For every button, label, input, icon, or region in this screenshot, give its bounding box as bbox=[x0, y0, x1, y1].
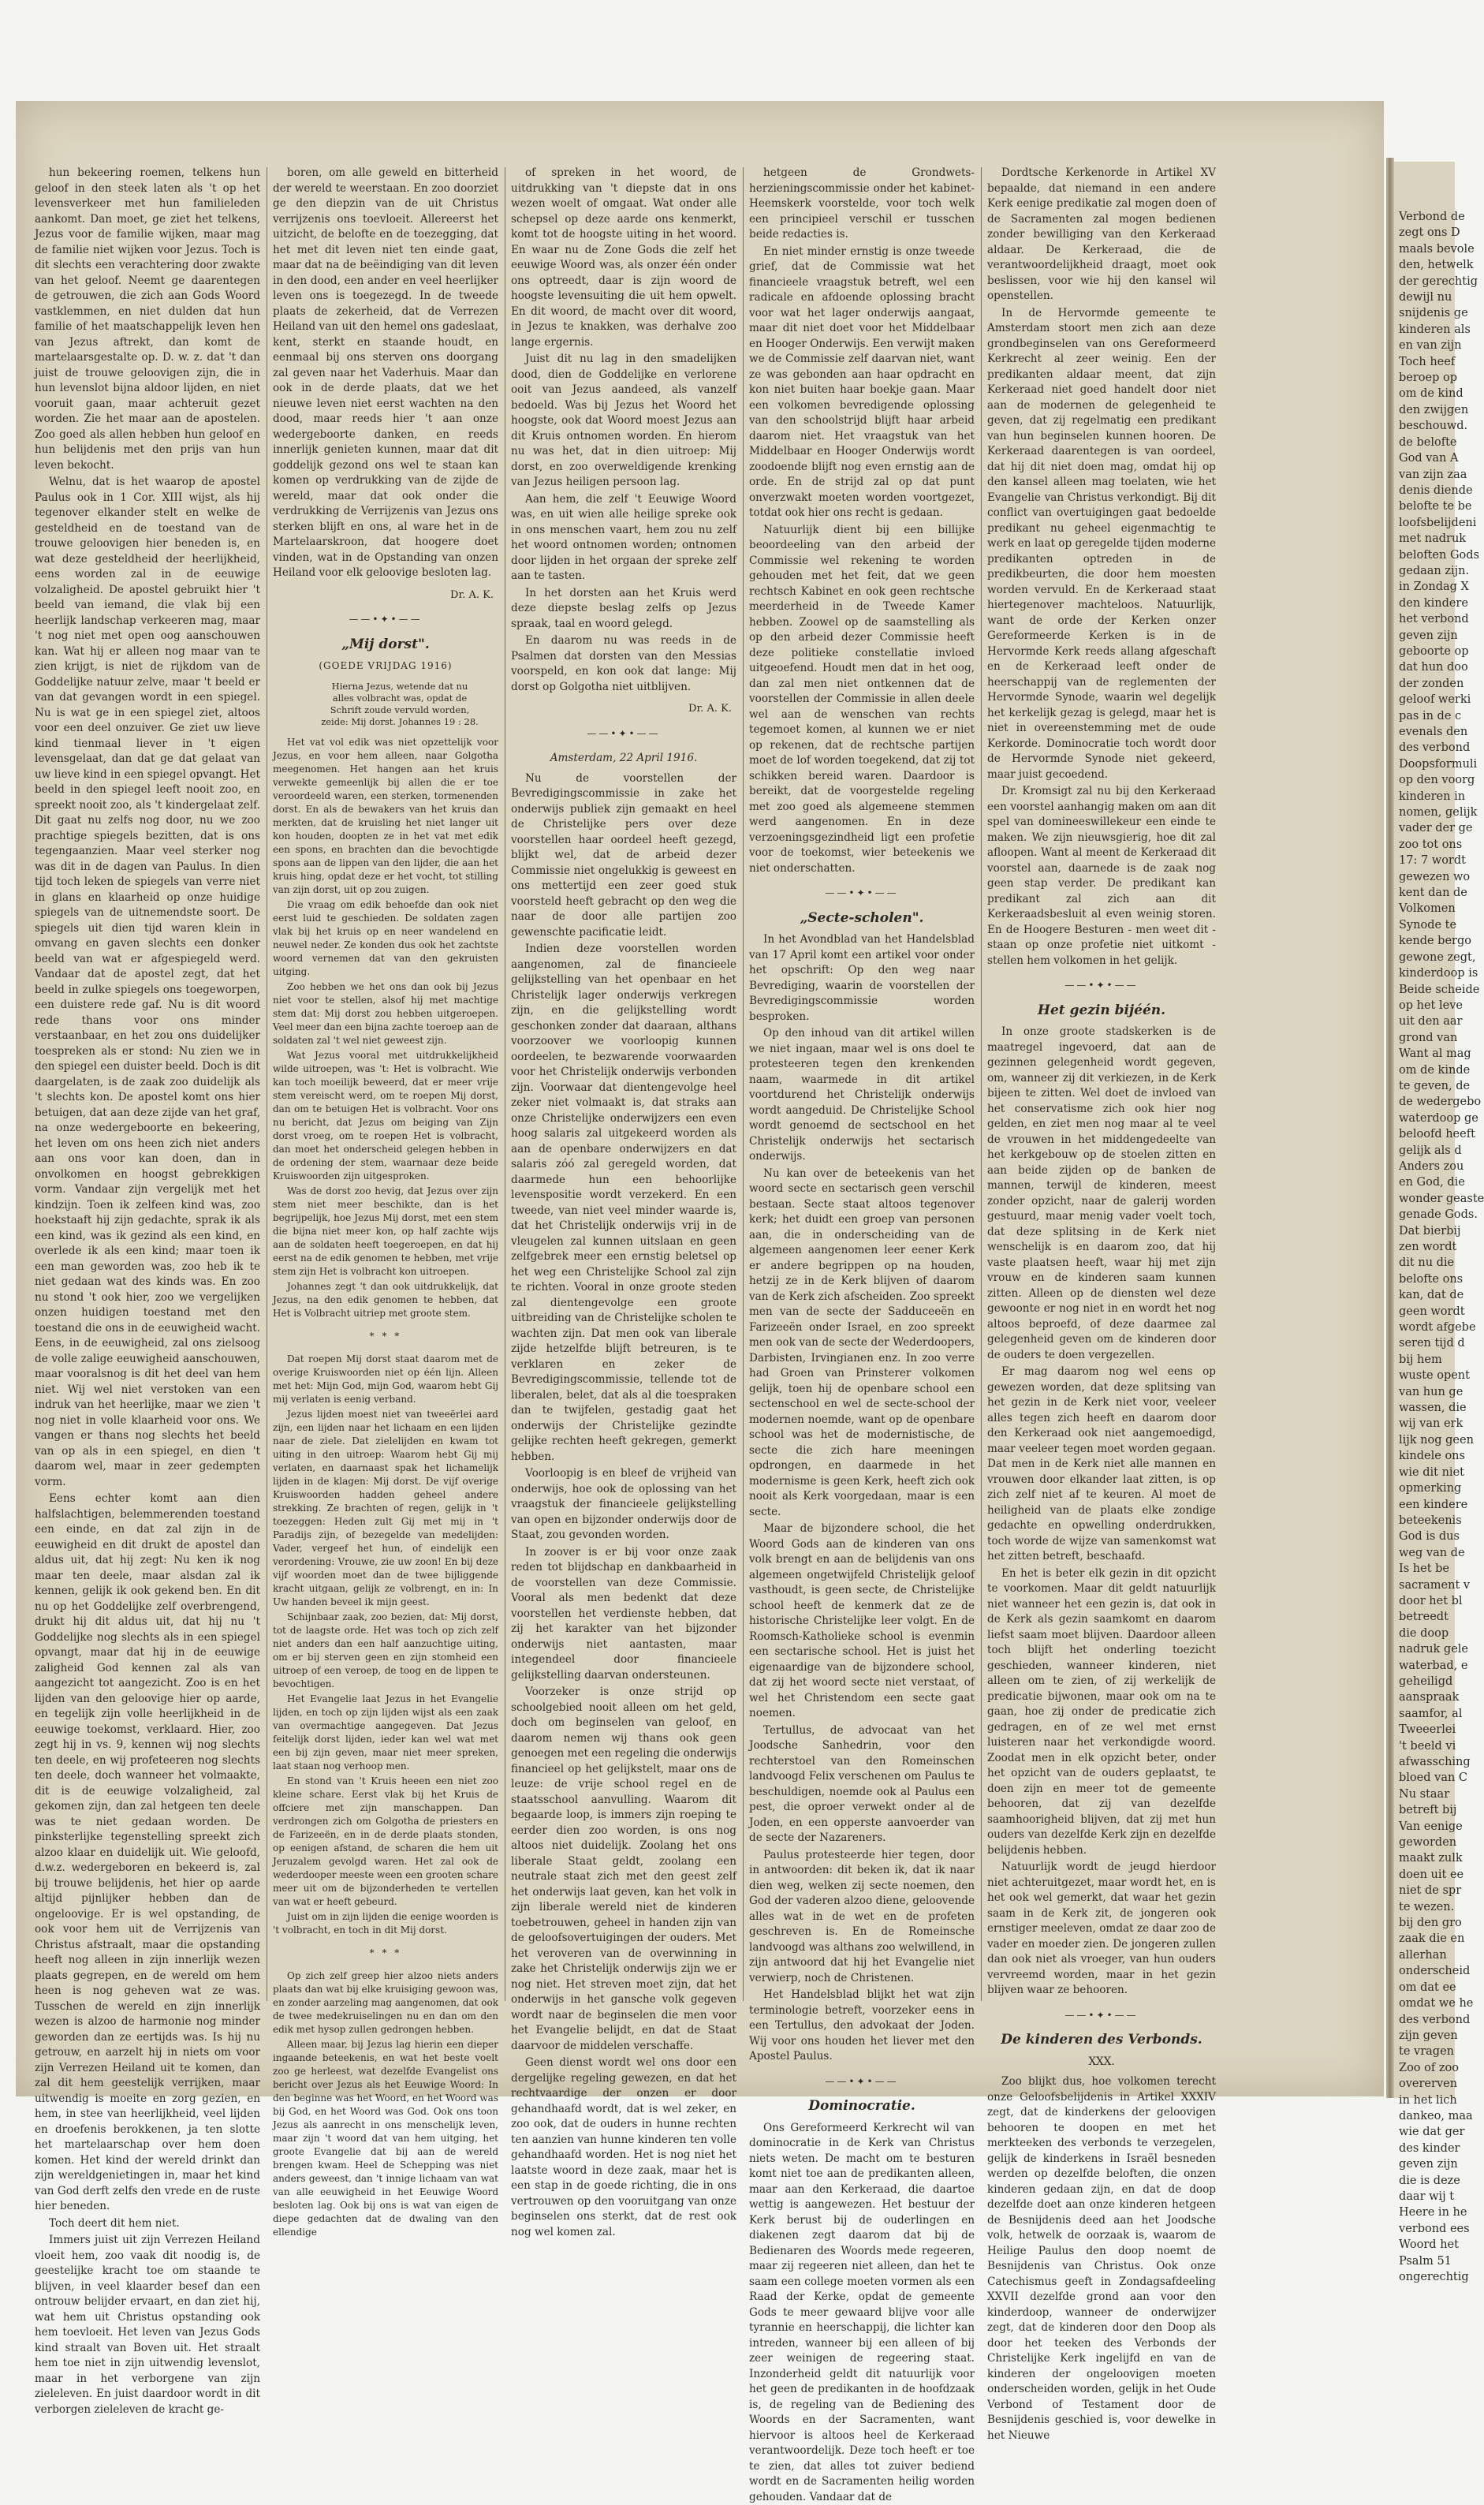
adjacent-page-line: ongerechtig bbox=[1399, 2269, 1452, 2285]
adjacent-page-line: wie dat ger bbox=[1399, 2124, 1452, 2140]
article-subtitle: (GOEDE VRIJDAG 1916) bbox=[273, 659, 498, 674]
adjacent-page-line: kende bergo bbox=[1399, 933, 1452, 949]
paragraph: hun bekeering roemen, telkens hun geloof in den steek laten als 't op het levensverkeer met hun familieleden aankomt. Dan moet, ge ziet het telkens, Jezus voor de familie wijken, maar mag de familie niet wijken voor Jezus. Toch is dit slechts een verachtering door zwakte van het geloof. Neemt ge daarentegen de getrouwen, die zich aan Gods Woord vastklemmen, en niet dulden dat hun familie of het maatschappelijk leven hen van Jezus aftrekt, dan komt de martelaarsgestalte op. D. w. z. dat 't dan juist de trouwe geloovigen zijn, die in hun levenslot bijna aldoor lijden, en niet vooruit gaan, maar achteruit gezet worden. Zie het maar aan de apostelen. Zoo goed als allen hebben hun geloof en hun belijdenis met den prijs van hun leven bekocht. bbox=[35, 166, 260, 473]
paragraph: Nu kan over de beteekenis van het woord secte en sectarisch geen verschil bestaan. Secte staat altoos tegenover kerk; het duidt een groep van personen aan, die in onderscheiding van de algemeen aangenomen leer eener Kerk er andere begrippen op na houden, hetzij ze in de Kerk blijven of daarom van de Kerk zich afscheiden. Zoo spreekt men van de secte der Sadduceeën en Farizeeën onder Israel, en zoo spreekt men ook van de secte der Wederdoopers, Darbisten, Irvingianen enz. In zoo verre had Groen van Prinsterer volkomen gelijk, toen hij de openbare school een sectenschool en wel de secte-school der modernen noemde, want op de openbare school was het de modernistische, de secte die zich hare meeningen opdrongen, en daarmede in het modernisme is geen Kerk, heeft zich ook nooit als Kerk voorgedaan, maar is een secte. bbox=[749, 1167, 975, 1521]
adjacent-page-line: kinderen als bbox=[1399, 322, 1452, 338]
paragraph: In zoover is er bij voor onze zaak reden tot blijdschap en dankbaarheid in de voorstellen van deze Commissie. Vooral als men bedenkt dat deze voorstellen het verdienste hebben, dat zij het karakter van het bijzonder onderwijs niet aantasten, maar integendeel door financieele gelijkstelling daarvan ondersteunen. bbox=[511, 1545, 736, 1684]
adjacent-page-line: zoo tot ons bbox=[1399, 837, 1452, 853]
paragraph: Tertullus, de advocaat van het Joodsche Sanhedrin, voor den rechterstoel van den Romeinschen landvoogd Felix verschenen om Paulus te beschuldigen, noemde ook al Paulus een pest, die oproer verwekt onder al de Joden, en een opperste aanvoerder van de secte der Nazareners. bbox=[749, 1723, 975, 1846]
adjacent-page-line: des kinder bbox=[1399, 2141, 1452, 2156]
adjacent-page-line: wonder geaste bbox=[1399, 1191, 1452, 1207]
adjacent-page-line: Van eenige bbox=[1399, 1819, 1452, 1835]
adjacent-page-line: weg van de bbox=[1399, 1545, 1452, 1561]
adjacent-page-line: wassen, die bbox=[1399, 1400, 1452, 1416]
paragraph: In het dorsten aan het Kruis werd deze diepste beslag zelfs op Jezus spraak, taal en woord gelegd. bbox=[511, 586, 736, 633]
adjacent-page-line: Volkomen bbox=[1399, 901, 1452, 917]
adjacent-page-line: van hun ge bbox=[1399, 1384, 1452, 1400]
adjacent-page-line: in Zondag X bbox=[1399, 579, 1452, 595]
adjacent-page-line: die is deze bbox=[1399, 2173, 1452, 2189]
dateline: Amsterdam, 22 April 1916. bbox=[511, 751, 736, 767]
adjacent-page-line: vader der ge bbox=[1399, 820, 1452, 836]
adjacent-page-line: nadruk gele bbox=[1399, 1641, 1452, 1657]
adjacent-page-line: grond van bbox=[1399, 1030, 1452, 1046]
article-title: Het gezin bijéén. bbox=[987, 1003, 1216, 1019]
adjacent-page-line: den zwijgen bbox=[1399, 402, 1452, 418]
adjacent-page-line: dewijl nu bbox=[1399, 289, 1452, 305]
adjacent-page-line: der gerechtig bbox=[1399, 274, 1452, 289]
adjacent-page-line: beschouwd. bbox=[1399, 418, 1452, 434]
adjacent-page-line: betreft bij bbox=[1399, 1802, 1452, 1818]
paragraph: Maar de bijzondere school, die het Woord Gods aan de kinderen van ons volk brengt en aan de belijdenis van ons algemeen ongetwijfeld Christelijk geloof vasthoudt, is geen secte, de Christelijke school heeft de kenmerk dat ze de historische Christelijke leer volgt. En de Roomsch-Katholieke school is evenmin een sectarische school. Het is juist het eigenaardige van de bijzondere school, dat zij het woord secte niet verstaat, of wel het Christendom een secte gaat noemen. bbox=[749, 1521, 975, 1722]
adjacent-page-line: van zijn zaa bbox=[1399, 467, 1452, 483]
adjacent-page-line: 't beeld vi bbox=[1399, 1738, 1452, 1754]
column-2 bbox=[273, 166, 498, 2003]
adjacent-page-line: wuste opent bbox=[1399, 1368, 1452, 1383]
adjacent-page-line: pas in de c bbox=[1399, 708, 1452, 724]
paragraph: Toch deert dit hem niet. bbox=[35, 2216, 260, 2232]
column-3 bbox=[511, 166, 736, 2003]
adjacent-page-line: Beide scheide bbox=[1399, 982, 1452, 998]
adjacent-page-line: de belofte bbox=[1399, 435, 1452, 450]
adjacent-page-line: zen wordt bbox=[1399, 1239, 1452, 1255]
adjacent-page-line: onderscheid bbox=[1399, 1963, 1452, 1979]
adjacent-page-line: een kindere bbox=[1399, 1497, 1452, 1513]
adjacent-page-line: kan, dat de bbox=[1399, 1287, 1452, 1303]
adjacent-page-line: gewone zegt, bbox=[1399, 950, 1452, 965]
adjacent-page-line: kinderen in bbox=[1399, 789, 1452, 805]
adjacent-page-line: maals bevole bbox=[1399, 241, 1452, 257]
adjacent-page-line: den kindere bbox=[1399, 595, 1452, 611]
paragraph: Juist om in zijn lijden die eenige woorden is 't volbracht, en toch in dit Mij dorst. bbox=[273, 1910, 498, 1937]
adjacent-page-line: dit nu die bbox=[1399, 1255, 1452, 1271]
adjacent-page-line: belofte ons bbox=[1399, 1271, 1452, 1287]
column-rule bbox=[743, 167, 744, 2001]
adjacent-page-line: God van A bbox=[1399, 450, 1452, 466]
adjacent-page-line: daar wij t bbox=[1399, 2189, 1452, 2204]
adjacent-page-line: der zonden bbox=[1399, 676, 1452, 692]
adjacent-page-line: waterdoop ge bbox=[1399, 1111, 1452, 1126]
paragraph: Natuurlijk dient bij een billijke beoordeeling van den arbeid der Commissie wel rekening te worden gehouden met het feit, dat we geen rechtsch Kabinet en ook geen rechtsche meerderheid in de Tweede Kamer hebben. Zoowel op de saamstelling als op den arbeid dezer Commissie heeft deze politieke constellatie invloed uitgeoefend. Houdt men dat in het oog, dan zal men niet ontkennen dat de voorstellen der Commissie in allen deele wel aan de wenschen van rechts tegemoet komen, al kunnen we er niet op rekenen, dat de rechtsche partijen moet de lof worden toegekend, dat zij tot schikken bereid waren. Daardoor is bereikt, dat de voorgestelde regeling met zoo goed als algemeene stemmen werd aangenomen. En in deze verzoeningsgezindheid ligt een profetie voor de toekomst, wier beteekenis we niet onderschatten. bbox=[749, 523, 975, 877]
adjacent-page-line: den, hetwelk bbox=[1399, 257, 1452, 273]
paragraph: hetgeen de Grondwets-herzieningscommissie onder het kabinet-Heemskerk voorstelde, voor toch welk een principieel verschil er tusschen beide redacties is. bbox=[749, 166, 975, 243]
adjacent-page-line: Psalm 51 bbox=[1399, 2253, 1452, 2269]
adjacent-page-line: op den voorg bbox=[1399, 772, 1452, 788]
adjacent-page-line: op het leve bbox=[1399, 998, 1452, 1014]
adjacent-page-strip bbox=[1394, 162, 1455, 2098]
adjacent-page-line: geven zijn bbox=[1399, 628, 1452, 644]
adjacent-page-line: het verbond bbox=[1399, 611, 1452, 627]
paragraph: In het Avondblad van het Handelsblad van 17 April komt een artikel voor onder het opschrift: Op den weg naar Bevrediging, waarin de voorstellen der Bevredigingscommissie worden besproken. bbox=[749, 932, 975, 1025]
column-1 bbox=[35, 166, 260, 2003]
adjacent-page-line: Woord het bbox=[1399, 2237, 1452, 2253]
adjacent-page-line: gelijk als d bbox=[1399, 1143, 1452, 1159]
adjacent-page-line: Nu staar bbox=[1399, 1786, 1452, 1802]
adjacent-page-line: beteekenis bbox=[1399, 1513, 1452, 1529]
paragraph: Voorzeker is onze strijd op schoolgebied nooit alleen om het geld, doch om beginselen van geloof, en daarom nemen wij thans ook geen genoegen met een regeling die onderwijs financieel op het gelijkstelt, maar ons de leuze: de vrije school regel en de staatsschool aanvulling. Waarom dit begaarde loop, is immers zijn roeping te eerder dien zoo worden, is ons nog altoos niet duidelijk. Zoolang het ons liberale Staat geldt, zoolang een neutrale staat zich met den geest zelf het onderwijs laat geven, kan het volk in zijn liberale wereld niet de kinderen toebetrouwen, geheel in handen zijn van de geloofsovertuigingen der ouders. Met het veroveren van de overwinning in zake het Christelijk onderwijs zijn we er nog niet. Het streven moet zijn, dat het onderwijs in het gansche volk gegeven wordt naar de beginselen die men voor het Evangelie belijdt, en dat de Staat daarvoor de middelen verschaffe. bbox=[511, 1685, 736, 2054]
paragraph: En het is beter elk gezin in dit opzicht te voorkomen. Maar dit geldt natuurlijk niet wanneer het een gezin is, dat ook in de Kerk als gezin saamkomt en daarom liefst saam moet blijven. Daardoor alleen toch blijft het onderling toezicht geschieden, wanneer kinderen, niet alleen om te zien, of zij werkelijk de predicatie bijwonen, maar ook om na te gaan, hoe zij onder de predicatie zich gedragen, en of ze wel met ernst luisteren naar het verkondigde woord. Zoodat men in elk opzicht beter, onder het opzicht van de ouders geplaatst, te doen zijn en meer tot de gemeente behooren, dat zij van dezelfde saamhoorigheid blijven, dat zij met hun ouders van dezelfde Kerk zijn en dezelfde belijdenis hebben. bbox=[987, 1566, 1216, 1859]
article-title: Dominocratie. bbox=[749, 2099, 975, 2115]
adjacent-page-line: Doopsformuli bbox=[1399, 756, 1452, 772]
paragraph: Dordtsche Kerkenorde in Artikel XV bepaalde, dat niemand in een andere Kerk eenige predikatie zal mogen doen of de Sacramenten zal mogen bedienen zonder bewilliging van den Kerkeraad aldaar. De Kerkeraad, die de verantwoordelijkheid draagt, moet ook beslissen, voor wie hij den kansel wil openstellen. bbox=[987, 166, 1216, 304]
column-rule bbox=[981, 167, 982, 2001]
paragraph: Dr. Kromsigt zal nu bij den Kerkeraad een voorstel aanhangig maken om aan dit spel van domineeswillekeur een einde te maken. We zijn nieuwsgierig, hoe dit zal afloopen. Want al meent de Kerkeraad dit voorstel aan, daarnede is de zaak nog geen stap verder. De predikant kan predikant zal zich aan dit Kerkeraadsbesluit al even weinig storen. En de Hoogere Besturen - men weet dit - staan op onze profetie niet uitkomt - stellen hem volkomen in het gelijk. bbox=[987, 784, 1216, 969]
paragraph: En niet minder ernstig is onze tweede grief, dat de Commissie wat het financieele vraagstuk betreft, wel een radicale en afdoende oplossing bracht voor wat het lager onderwijs aangaat, maar dit niet doet voor het Middelbaar en Hooger Onderwijs. Een verwijt maken we de Commissie zelf daarvan niet, want ze was gebonden aan haar opdracht en kon niet buiten haar boekje gaan. Maar een volkomen bevredigende oplossing van den schoolstrijd blijft haar arbeid daarom niet. Het vraagstuk van het Middelbaar en Hooger Onderwijs wordt zoodoende blijft nog even ernstig aan de orde. En de strijd zal op dat punt onverzwakt moeten worden voortgezet, totdat ook hier ons recht is gedaan. bbox=[749, 245, 975, 521]
adjacent-page-line: Verbond de bbox=[1399, 209, 1452, 225]
ornament-divider: ——•✦•—— bbox=[749, 886, 975, 902]
adjacent-page-line: en van zijn bbox=[1399, 338, 1452, 353]
paragraph: Schijnbaar zaak, zoo bezien, dat: Mij dorst, tot de laagste orde. Het was toch op zich zelf niet anders dan een half aanzuchtige uiting, om er bij sterven geen en zijn stomheid een uitroep of een veroep, de toog en de lippen te bevochtigen. bbox=[273, 1611, 498, 1691]
adjacent-page-line: Heere in he bbox=[1399, 2204, 1452, 2220]
adjacent-page-line: met nadruk bbox=[1399, 531, 1452, 547]
adjacent-page-line: Synode te bbox=[1399, 917, 1452, 933]
adjacent-page-line: gewezen wo bbox=[1399, 869, 1452, 885]
signature: Dr. A. K. bbox=[273, 588, 494, 603]
ornament-divider: ——•✦•—— bbox=[273, 612, 498, 628]
adjacent-page-line: saamfor, al bbox=[1399, 1706, 1452, 1722]
adjacent-page-line: Zoo of zoo bbox=[1399, 2060, 1452, 2076]
paragraph: Wat Jezus vooral met uitdrukkelijkheid wilde uitroepen, was 't: Het is volbracht. Wie kan toch moeilijk beweerd, dat er meer vrije stem vereischt werd, om te roepen Mij dorst, dan om te betuigen Het is volbracht. Voor ons nu bericht, dat Jezus om beiging van Zijn dorst vroeg, om te roepen Het is volbracht, dan moet het onderscheid gelegen hebben in de ordening der stem, waarnaar deze beide Kruiswoorden zijn uitgesproken. bbox=[273, 1049, 498, 1183]
adjacent-page-line: overerven bbox=[1399, 2076, 1452, 2092]
paragraph: Ons Gereformeerd Kerkrecht wil van dominocratie in de Kerk van Christus niets weten. De macht om te besturen komt niet toe aan de predikanten alleen, maar aan den Kerkeraad, die daartoe wettig is aangewezen. Het bestuur der Kerk berust bij de ouderlingen en diakenen zegt daarom dat bij de Bedienaren des Woords mede regeeren, maar zij regeeren niet alleen, dan het te saam een college moeten vormen als een Raad der Kerke, opdat de gemeente Gods te meer gewaard blijve voor alle tyrannie en heerschappij, die lichter kan intreden, wanneer bij een alleen of bij zeer weinigen de regeering staat. Inzonderheid geldt dit natuurlijk voor het geen de predikanten in de hoofdzaak is, de regeling van de Bediening des Woords en der Sacramenten, want hiervoor is altoos heel de Kerkeraad verantwoordelijk. Deze toch heeft er toe te zien, dat alles tot zuiver bediend wordt en de Sacramenten heilig worden gehouden. Vandaar dat de bbox=[749, 2121, 975, 2505]
adjacent-page-line: te wezen. bbox=[1399, 1899, 1452, 1915]
adjacent-page-line: Is het be bbox=[1399, 1561, 1452, 1577]
paragraph: Het vat vol edik was niet opzettelijk voor Jezus, en voor hem alleen, naar Golgotha meegenomen. Het hangen aan het kruis verwekte gemeenlijk bij allen die er toe veroordeeld waren, een sterken, tormenenden dorst. En als de bewakers van het kruis dan merkten, dat de kruisling het niet langer uit kon houden, doopten ze in het vat met edik een spons, en brachten dan die bevochtigde spons aan de lippen van den lijder, die aan het kruis hing, opdat deze er het vocht, tot stilling van zijn dorst, uit op zou zuigen. bbox=[273, 736, 498, 897]
adjacent-page-line: om dat ee bbox=[1399, 1980, 1452, 1995]
adjacent-page-line: geen wordt bbox=[1399, 1304, 1452, 1320]
article-easter-part-1 bbox=[35, 166, 260, 2417]
adjacent-page-line: maakt zulk bbox=[1399, 1850, 1452, 1866]
paragraph: Op zich zelf greep hier alzoo niets anders plaats dan wat bij elke kruisiging gewoon was, en zonder aarzeling mag aangenomen, dat ook de twee medekruiselingen nu en dan om den edik met hysop zullen gedrongen hebben. bbox=[273, 1969, 498, 2036]
paragraph: Immers juist uit zijn Verrezen Heiland vloeit hem, zoo vaak dit noodig is, de geestelijke kracht toe om staande te blijven, in veel klaarder besef dan een ontrouw belijder ervaart, en dan ziet hij, wat hem uit Christus opstanding ook hem toevloeit. Het leven van Jezus Gods kind straalt van Boven uit. Het straalt hem toe niet in zijn uitwendig levenslot, maar in het verborgene van zijn zieleleven. En juist daardoor wordt in dit verborgen zieleleven de kracht ge- bbox=[35, 2233, 260, 2417]
adjacent-page-line: in het lich bbox=[1399, 2092, 1452, 2108]
paragraph: Zoo hebben we het ons dan ook bij Jezus niet voor te stellen, alsof hij met machtige stem dat: Mij dorst zou hebben uitgeroepen. Veel meer dan een bijna zachte toeroep aan de soldaten zal 't wel niet geweest zijn. bbox=[273, 980, 498, 1047]
adjacent-page-line: allerhan bbox=[1399, 1947, 1452, 1963]
adjacent-page-line: die doop bbox=[1399, 1626, 1452, 1641]
adjacent-page-line: snijdenis ge bbox=[1399, 305, 1452, 321]
page-fold bbox=[1386, 158, 1394, 2098]
adjacent-page-line: lijk nog geen bbox=[1399, 1432, 1452, 1448]
article-title: „Mij dorst". bbox=[273, 637, 498, 653]
adjacent-page-line: aanspraak bbox=[1399, 1689, 1452, 1705]
adjacent-page-line: te geven, de bbox=[1399, 1078, 1452, 1094]
adjacent-page-line: waterbad, e bbox=[1399, 1658, 1452, 1674]
ornament-divider: ——•✦•—— bbox=[987, 2008, 1216, 2024]
article-title: „Secte-scholen". bbox=[749, 911, 975, 927]
adjacent-page-line: Want al mag bbox=[1399, 1046, 1452, 1062]
adjacent-page-line: bij den gro bbox=[1399, 1915, 1452, 1931]
adjacent-page-line: de wedergebo bbox=[1399, 1094, 1452, 1110]
paragraph: Jezus lijden moest niet van tweeërlei aard zijn, een lijden naar het lichaam en een lijden naar de ziele. Dat zielelijden en kwam tot uiting in den uitroep: Waarom hebt Gij mij verlaten, en daarnaast spak het lichamelijk lijden in de klagen: Mij dorst. De vijf overige Kruiswoorden hadden geheel andere strekking. Ze brachten of regen, gelijk in 't toezeggen: Heden zult Gij met mij in 't Paradijs zijn, of bezegelde van medelijden: Vader, vergeef het hun, of eindelijk een verordening: Vrouwe, zie uw zoon! En bij deze vijf woorden moet dan de twee bijliggende kracht uitgaan, gelijk ze volbrengt, en in: In Uw handen beveel ik mijn geest. bbox=[273, 1408, 498, 1609]
adjacent-page-line: geworden bbox=[1399, 1835, 1452, 1850]
paragraph: Op den inhoud van dit artikel willen we niet ingaan, maar wel is ons doel te protesteeren tegen den krenkenden naam, waarmede in dit artikel voortdurend het Christelijk onderwijs wordt aangeduid. De Christelijke School wordt genoemd de sectschool en het Christelijk onderwijs het sectarisch onderwijs. bbox=[749, 1026, 975, 1165]
adjacent-page-line: denis diende bbox=[1399, 483, 1452, 498]
adjacent-page-line: zijn geven bbox=[1399, 2028, 1452, 2044]
adjacent-page-line: gedaan zijn. bbox=[1399, 563, 1452, 579]
adjacent-page-line: Toch heef bbox=[1399, 354, 1452, 370]
adjacent-page-line: sacrament v bbox=[1399, 1577, 1452, 1593]
adjacent-page-line: doen uit ee bbox=[1399, 1867, 1452, 1883]
paragraph: Het Evangelie laat Jezus in het Evangelie lijden, en toch op zijn lijden wijst als een zaak van overmachtige aangegeven. Dat Jezus feitelijk dorst lijden, ieder kan wel wat met een bij zijn geven, maar niet meer spreken, laat staan nog verhoop men. bbox=[273, 1693, 498, 1773]
adjacent-page-line: des verbond bbox=[1399, 740, 1452, 756]
adjacent-page-line: dankeo, maa bbox=[1399, 2108, 1452, 2124]
paragraph: In de Hervormde gemeente te Amsterdam stoort men zich aan deze grondbeginselen van ons Gereformeerd Kerkrecht al zeer weinig. Een der predikanten aldaar meent, dat zijn Kerkeraad niet goed handelt door niet aan de modernen de gelegenheid te geven, dat zij regelmatig een predikant van hun beginselen kunnen hooren. De Kerkeraad daarentegen is van oordeel, dat hij dit niet doen mag, omdat hij op den kansel alleen mag toelaten, wie het Evangelie van Christus verkondigt. Bij dit conflict van overtuigingen gaat bedoelde predikant nu geheel eigenmachtig te werk en laat op geregelde tijden moderne predikanten optreden in de predikbeurten, die door hem moesten worden vervuld. En de Kerkeraad staat hiertegenover machteloos. Natuurlijk, want de orde der Kerken onzer Gereformeerde Kerken is in de Hervormde Kerk reeds allang afgeschaft en de Kerkeraad leeft onder de heerschappij van de reglementen der Hervormde Synode, waarin wel degelijk het kerkelijk gezag is gelegd, maar het is niet in overeenstemming met de oude Kerkorde. Dominocratie toch wordt door de Hervormde Synode niet gekeerd, maar juist gecoedend. bbox=[987, 306, 1216, 783]
paragraph: Eens echter komt aan dien halfslachtigen, belemmerenden toestand een einde, en dat zal zijn in de eeuwigheid en dit drukt de apostel dan aldus uit, dat hij zegt: Nu ken ik nog maar ten deele, maar alsdan zal ik kennen, gelijk ik ook gekend ben. En dit nu op het Goddelijke zelf overbrengend, drukt hij dit aldus uit, dat hij nu 't Goddelijke nog slechts als in een spiegel opvangt, maar dat hij in de eeuwige zaligheid God kennen zal als van aangezicht tot aangezicht. Zoo is en het lijden van den geloovige hier op aarde, en tegelijk zijn volle heerlijkheid in de eeuwige toekomst, verklaard. Hier, zoo zegt hij in vs. 9, kennen wij nog slechts ten deele, en wij profeteeren nog slechts ten deele, doch wanneer het volmaakte, dit is de eeuwige volzaligheid, zal gekomen zijn, dan zal hetgeen ten deele was te niet gedaan worden. De pinksterlijke tegenstelling spreekt zich alzoo klaar en duidelijk uit. Wie geloofd, d.w.z. wedergeboren en bekeerd is, zal bij trouwe belijdenis, het hier op aarde altijd pijnlijker hebben dan de ongeloovige. Er is wel opstanding, de ook voor hem uit de Verrijzenis van Christus afstraalt, maar die opstanding heeft nog alleen in zijn innerlijk wezen plaats gegrepen, en de wereld om hem heen is nog geheven wat ze was. Tusschen de wereld en zijn innerlijk wezen is alzoo de harmonie nog minder geworden dan ze eertijds was. Is hij nu getrouw, en aarzelt hij in niets om voor zijn Verrezen Heiland uit te komen, dan zal dit hem geestelijk verrijken, maar uitwendig is moeite en zorg gezien, en hem, in stee van heerlijkheid, veel lijden en droefenis berokkenen, ja ten slotte het martelaarschap over hem doen komen. Het kind der wereld drinkt dan zijn wereldgenietingen in, maar het kind van God derft zelfs den vrede en de ruste hier beneden. bbox=[35, 1491, 260, 2215]
bible-motto: Hierna Jezus, wetende dat nu alles volbracht was, opdat de Schrift zoude vervuld worden, zeide: Mij dorst. Johannes 19 : 28. bbox=[320, 681, 479, 728]
adjacent-page-line: en God, die bbox=[1399, 1174, 1452, 1190]
adjacent-page-line: seren tijd d bbox=[1399, 1335, 1452, 1351]
section-divider: * * * bbox=[273, 1330, 498, 1343]
adjacent-page-line: bloed van C bbox=[1399, 1770, 1452, 1786]
adjacent-page-line: evenals den bbox=[1399, 724, 1452, 740]
adjacent-page-line: door het bl bbox=[1399, 1593, 1452, 1609]
paragraph: Welnu, dat is het waarop de apostel Paulus ook in 1 Cor. XIII wijst, als hij tegenover elkander stelt en welke de gesteldheid en de toestand van de trouwe geloovigen hier beneden is, en wat deze gesteldheid der heerlijkheid, eens worden zal in de eeuwige volzaligheid. De apostel gebruikt hier 't beeld van iemand, die vlak bij een heerlijk landschap verkeeren mag, maar 't nog niet met open oog aanschouwen kan. Wat hij er alleen nog maar van te zien krijgt, is niet de rijkdom van de Goddelijke natuur zelve, maar 't beeld er van dat gevangen wordt in een spiegel. Nu is wat ge in een spiegel ziet, altoos voor een deel onzuiver. Ge ziet uw lieve kind tienmaal liever in 't eigen levensgelaat, dan dat ge dat gelaat van uw lieve kind in een spiegel opvangt. Het beeld in den spiegel leeft nooit zoo, en spreekt nooit zoo, als 't kindergelaat zelf. Dit gaat nu zelfs nog door, nu we zoo prachtige spiegels bezitten, dat is ons tegengaanzien. Maar veel sterker nog was dit in de dagen van Paulus. In dien tijd toch leken de spiegels van verre niet in glans en klaarheid op onze huidige spiegels van de uitnemendste soort. De spiegels uit dien tijd waren klein in omvang en gaven slechts een donker beeld van wat er afgespiegeld werd. Vandaar dat de apostel zegt, dat het beeld in zulke spiegels ons toegeworpen, een duistere rede gaf. Nu is dit woord rede thans voor ons minder verstaanbaar, en het zou ons duidelijker toespreken als er stond: Nu zien we in den spiegel een duister beeld. Doch is dit daargelaten, is de zaak zoo duidelijk als 't slechts kon. De apostel komt ons hier betuigen, dat aan deze zijde van het graf, na onze wedergeboorte en bekeering, het leven om ons heen zich niet anders aan ons voor kan doen, dan in onvolkomen en hoogst gebrekkigen vorm. Vandaar zijn vergelijk met het kindzijn. Toen ik zelfeen kind was, zoo hoekstaaft hij zijn gedachte, sprak ik als een kind, was ik gezind als een kind, en overlede ik als een kind; maar toen ik een man geworden was, zoo heb ik te niet gedaan wat des kinds was. En zoo nu stond 't ook hier, zoo we vergelijken onzen huidigen toestand met den toestand die ons in de eeuwigheid wacht. Eens, in de eeuwigheid, zal ons zielsoog de volle zalige eeuwigheid aanschouwen, maar vooralsnog is dit het deel van hem niet. Wij wel niet verstoken van een indruk van het heerlijke, maar we zien 't nog niet in volle klaarheid voor ons. We vangen er thans nog slechts het beeld van op als in een spiegel, en dien 't daarom wel, maar in zeer gedempten vorm. bbox=[35, 475, 260, 1490]
paragraph: Er mag daarom nog wel eens op gewezen worden, dat deze splitsing van het gezin in de Kerk niet voor, veeleer alles tegen zich heeft en daarom door den Kerkeraad ook niet aangemoedigd, maar veeleer tegen moet worden gegaan. Dat men in de Kerk niet alle mannen en vrouwen door elkander laat zitten, is op zich zelf niet af te keuren. Al moet de heiligheid van de plaats elke zondige gedachte en opwelling onderdrukken, toch worde de wijze van samenkomst wat het zitten betreft, beschaafd. bbox=[987, 1364, 1216, 1565]
adjacent-page-line: beloften Gods bbox=[1399, 547, 1452, 563]
adjacent-page-text bbox=[1394, 162, 1455, 2285]
paragraph: boren, om alle geweld en bitterheid der wereld te weerstaan. En zoo doorziet ge den diepzin van de uit Christus verrijzenis ons toevloeit. Allereerst het uitzicht, de belofte en de toezegging, dat het met dit leven niet ten einde gaat, maar dat na de beëindiging van dit leven in den dood, een ander en veel heerlijker leven ons is toegezegd. In de tweede plaats de zekerheid, dat de Verrezen Heiland van uit den hemel ons gadeslaat, kent, sterkt en staande houdt, en eenmaal bij ons sterven ons doorgang zal geven naar het Vaderhuis. Maar dan ook in de derde plaats, dat we het nieuwe leven niet eerst wachten na den dood, maar reeds hier 't aan onze wedergeboorte danken, en reeds innerlijk genieten kunnen, maar dat dit goddelijk gezond ons wel te staan kan komen op verdrukking van de zijde de wereld, maar dat ook onder die verdrukking de Verrijzenis van Jezus ons sterken blijft en ons, al ware het in de Martelaarskroon, dat hoogere doet vinden, wat in de Opstanding van onzen Heiland voor elk geloovige besloten lag. bbox=[273, 166, 498, 581]
column-4 bbox=[749, 166, 975, 2003]
paragraph: Die vraag om edik behoefde dan ook niet eerst luid te geschieden. De soldaten zagen vlak bij het kruis op en neer wandelend en neuwel neder. Ze konden dus ook het zachtste woord vernemen dat van den gekruisten uitging. bbox=[273, 898, 498, 979]
ornament-divider: ——•✦•—— bbox=[749, 2074, 975, 2090]
paragraph: Johannes zegt 't dan ook uitdrukkelijk, dat Jezus, na den edik genomen te hebben, dat Het is Volbracht uitriep met groote stem. bbox=[273, 1280, 498, 1320]
adjacent-page-line: geven zijn bbox=[1399, 2156, 1452, 2172]
signature: Dr. A. K. bbox=[511, 701, 732, 717]
paragraph: En stond van 't Kruis heeen een niet zoo kleine schare. Eerst vlak bij het Kruis de offciere met zijn manschappen. Dan verdrongen zich om Golgotha de priesters en de Farizeeën, en in de derde plaats stonden, op eenigen afstand, de scharen die hem uit Jeruzalem gevolgd waren. Het zal ook de wederdooper meeste ween een grooten schare meer uit om de bijzonderheden te vertellen van wat er heeft gebeurd. bbox=[273, 1775, 498, 1909]
adjacent-page-line: om de kind bbox=[1399, 386, 1452, 401]
adjacent-page-line: kindele ons bbox=[1399, 1448, 1452, 1464]
adjacent-page-line: afwassching bbox=[1399, 1754, 1452, 1770]
paragraph: En daarom nu was reeds in de Psalmen dat dorsten van den Messias voorspeld, en kon ook dat lange: Mij dorst op Golgotha niet uitblijven. bbox=[511, 633, 736, 695]
adjacent-page-line: beroep op bbox=[1399, 370, 1452, 386]
adjacent-page-line: verbond ees bbox=[1399, 2221, 1452, 2237]
adjacent-page-line: wie dit niet bbox=[1399, 1465, 1452, 1480]
adjacent-page-line: te vragen bbox=[1399, 2044, 1452, 2059]
adjacent-page-line: genade Gods. bbox=[1399, 1207, 1452, 1223]
paragraph: of spreken in het woord, de uitdrukking van 't diepste dat in ons wezen woelt of omgaat. Wat onder alle schepsel op deze aarde ons kenmerkt, komt tot de hoogste uiting in het woord. En waar nu de Zone Gods die zelf het eeuwige Woord was, als onzer één onder ons optreedt, daar is zijn woord de hoogste levensuiting die uit hem opwelt. En dit woord, de macht over dit woord, in Jezus te knakken, was derhalve zoo lange ergernis. bbox=[511, 166, 736, 350]
paragraph: Juist dit nu lag in den smadelijken dood, dien de Goddelijke en verlorene ooit van Jezus aandeed, als vanzelf bedoeld. Was bij Jezus het Woord het hoogste, ook dat Woord moest Jezus aan dit Kruis ontnomen worden. En hierom nu was het, dat in dien uitroep: Mij dorst, en zoo overweldigende krenking van Jezus heiligen persoon lag. bbox=[511, 352, 736, 491]
paragraph: Was de dorst zoo hevig, dat Jezus over zijn stem niet meer beschikte, dan is het begrijpelijk, hoe Jezus Mij dorst, met een stem die bijna niet meer kon, op half zachte wijs aan de soldaten heeft toegeroepen, en dat hij eerst na de edik genomen te hebben, met vrije stem zijn Het is volbracht kon uitroepen. bbox=[273, 1185, 498, 1279]
adjacent-page-line: bij hem bbox=[1399, 1352, 1452, 1368]
adjacent-page-line: geloof werki bbox=[1399, 692, 1452, 707]
adjacent-page-line: 17: 7 wordt bbox=[1399, 853, 1452, 868]
adjacent-page-line: omdat we he bbox=[1399, 1995, 1452, 2011]
adjacent-page-line: zegt ons D bbox=[1399, 225, 1452, 241]
adjacent-page-line: nomen, gelijk bbox=[1399, 805, 1452, 820]
paragraph: Dat roepen Mij dorst staat daarom met de overige Kruiswoorden niet op één lijn. Alleen met het: Mijn God, mijn God, waarom hebt Gij mij verlaten is eenig verband. bbox=[273, 1353, 498, 1406]
paragraph: Nu de voorstellen der Bevredigingscommissie in zake het onderwijs publiek zijn gemaakt en heel de Christelijke pers over deze voorstellen haar oordeel heeft gezegd, blijkt wel, dat de arbeid dezer Commissie niet ongelukkig is geweest en ons mettertijd een zeer goed stuk voorsteld heeft gebracht op den weg die naar de door alle partijen zoo gewenschte pacificatie leidt. bbox=[511, 771, 736, 941]
paragraph: Voorloopig is en bleef de vrijheid van onderwijs, hoe ook de oplossing van het vraagstuk der financieele gelijkstelling van open en bijzonder onderwijs door de Staat, zou gevonden worden. bbox=[511, 1466, 736, 1544]
adjacent-page-line: kent dan de bbox=[1399, 885, 1452, 901]
adjacent-page-line: uit den aar bbox=[1399, 1014, 1452, 1029]
paragraph: Geen dienst wordt wel ons door een dergelijke regeling gewezen, en dat het rechtvaardige der onzen er door gehandhaafd wordt, dat is wel zeker, en zoo ook, dat de ouders in hunne rechten ten aanzien van hunne kinderen ten volle gehandhaafd worden. Het is nog niet het laatste woord in deze zaak, maar het is een stap in de goede richting, die in ons vertrouwen op den vooruitgang van onze beginselen ons sterkt, dat de rest ook nog wel komen zal. bbox=[511, 2055, 736, 2240]
adjacent-page-line: opmerking bbox=[1399, 1480, 1452, 1496]
adjacent-page-line: betreedt bbox=[1399, 1609, 1452, 1625]
ornament-divider: ——•✦•—— bbox=[511, 726, 736, 742]
adjacent-page-line: wordt afgebe bbox=[1399, 1320, 1452, 1335]
adjacent-page-line: om de kinde bbox=[1399, 1062, 1452, 1078]
article-body bbox=[273, 736, 498, 2239]
adjacent-page-line: dat hun doo bbox=[1399, 659, 1452, 675]
paragraph: Zoo blijkt dus, hoe volkomen terecht onze Geloofsbelijdenis in Artikel XXXIV zegt, dat de kinderkens der geloovigen behooren te doopen en met het merkteeken des verbonds te verzegelen, gelijk de kinderkens in Israël besneden werden op dezelfde beloften, die onzen kinderen gedaan zijn, en dat de doop dezelfde doet aan onze kinderen hetgeen de Besnijdenis deed aan het Joodsche volk, hetwelk de oorzaak is, waarom de Heilige Paulus den doop noemt de Besnijdenis van Christus. Ook onze Catechismus geeft in Zondagsafdeeling XXVII dezelfde grond aan voor den kinderdoop, wanneer de onderwijzer zegt, dat de kinderen door den Doop als door het teeken des Verbonds der Christelijke Kerk ingelijfd en van de kinderen der ongeloovigen moeten onderscheiden worden, gelijk in het Oude Verbond of Testament door de Besnijdenis geschied is, voor dewelke in het Nieuwe bbox=[987, 2074, 1216, 2443]
adjacent-page-line: wij van erk bbox=[1399, 1416, 1452, 1432]
adjacent-page-line: belofte te be bbox=[1399, 498, 1452, 514]
adjacent-page-line: Anders zou bbox=[1399, 1159, 1452, 1174]
paragraph: In onze groote stadskerken is de maatregel ingevoerd, dat aan de gezinnen gelegenheid wordt gegeven, om, wanneer zij dit verkiezen, in de Kerk bijeen te zitten. Wel doet de invloed van het conservatisme zich ook hier nog gelden, en ziet men nog maar al te veel de vrouwen in het middengedeelte van het kerkgebouw op de stoelen zitten en aan beide zijden op de banken de mannen, terwijl de kinderen, meest zonder opzicht, naar de galerij worden gestuurd, maar menig vader voelt toch, dat deze splitsing in de Kerk niet wenschelijk is en daarom zoo, dat hij vaste plaatsen heeft, waar hij met zijn vrouw en de kinderen saam kunnen zitten. Alleen op de diensten wel deze gewoonte er nog niet in en wordt het nog altoos beproefd, of deze daarmee zal gelegenheid geven om de kinderen door de ouders te doen vergezellen. bbox=[987, 1025, 1216, 1363]
paragraph: Paulus protesteerde hier tegen, door in antwoorden: dit beken ik, dat ik naar dien weg, welken zij secte noemen, den God der vaderen alzoo diene, geloovende alles wat in de wet en de profeten geschreven is. En de Romeinsche landvoogd was althans zoo welwillend, in zijn antwoord dat hij het Evangelie niet verwierp, noch de Christenen. bbox=[749, 1848, 975, 1987]
adjacent-page-line: beloofd heeft bbox=[1399, 1126, 1452, 1142]
adjacent-page-line: God is dus bbox=[1399, 1529, 1452, 1544]
article-title: De kinderen des Verbonds. bbox=[987, 2033, 1216, 2048]
adjacent-page-line: Dat bierbij bbox=[1399, 1223, 1452, 1239]
adjacent-page-line: geheiligd bbox=[1399, 1674, 1452, 1689]
adjacent-page-line: Tweeerlei bbox=[1399, 1722, 1452, 1738]
adjacent-page-line: niet de spr bbox=[1399, 1883, 1452, 1898]
column-5 bbox=[987, 166, 1216, 2003]
installment-number: XXX. bbox=[987, 2055, 1216, 2070]
adjacent-page-line: kinderdoop is bbox=[1399, 965, 1452, 981]
paragraph: Alleen maar, bij Jezus lag hierin een dieper ingaande beteekenis, en wat het beste voelt zoo ge herleest, wat dezelfde Evangelist ons bericht over Jezus als het Eeuwige Woord: In den beginne was het Woord, en het Woord was bij God, en het Woord was God. Ook ons toon Jezus als aanrecht in ons menschelijk leven, maar zijn 't woord dat van hem uitging, het groote Evangelie dat bij aan de wereld brengen kwam. Heel de Schepping was niet anders geweest, dan 't innige lichaam van wat van alle eeuwigheid in het Eeuwige Woord besloten lag. Ook bij ons is wat van eigen de diepe gedachten dat de dwaling van den ellendige bbox=[273, 2038, 498, 2239]
paragraph: Het Handelsblad blijkt het wat zijn terminologie betreft, voorzeker eens in een Tertullus, den advokaat der Joden. Wij voor ons houden het liever met den Apostel Paulus. bbox=[749, 1988, 975, 2065]
ornament-divider: ——•✦•—— bbox=[987, 978, 1216, 994]
adjacent-page-line: zaak die en bbox=[1399, 1931, 1452, 1947]
adjacent-page-line: des verbond bbox=[1399, 2012, 1452, 2028]
paragraph: Aan hem, die zelf 't Eeuwige Woord was, en uit wien alle heilige spreke ook in ons menschen vaart, hem zou nu zelf het woord ontnomen worden; ontnomen door lijden in het orgaan der spreke zelf aan te tasten. bbox=[511, 492, 736, 584]
adjacent-page-line: geboorte op bbox=[1399, 644, 1452, 659]
adjacent-page-line: loofsbelijdeni bbox=[1399, 515, 1452, 531]
paragraph: Natuurlijk wordt de jeugd hierdoor niet achteruitgezet, maar wordt het, en is het ook wel gemerkt, dat waar het gezin saam in de Kerk zit, de jongeren ook ernstiger meeleven, omdat ze daar zoo de vader en moeder zien. De jongeren zullen dan ook niet als vroeger, van hun ouders vervreemd worden, maar in het gezin blijven waar ze behooren. bbox=[987, 1860, 1216, 1999]
paragraph: Indien deze voorstellen worden aangenomen, zal de financieele gelijkstelling van het openbaar en het Christelijk lager onderwijs verkregen zijn, en die gelijkstelling wordt geschonken zonder dat daaraan, althans voorzoover we voorloopig kunnen oordeelen, te bezwarende voorwaarden voor het Christelijk onderwijs verbonden zijn. Voorwaar dat dientengevolge heel zeker niet volmaakt is, dat straks aan onze Christelijke onderwijzers een even hoog salaris zal uitgekeerd worden als aan de openbare onderwijzers en dat salaris zóó zal geregeld worden, dat daarmede hun een behoorlijke levenspositie wordt verzekerd. En een tweede, van niet veel minder waarde is, dat het Christelijk onderwijs vrij in de vleugelen zal kunnen uitslaan en geen zelfgebrek meer een ernstig beletsel op het weg een Christelijke School zal zijn te richten. Vooral in onze groote steden zal dientengevolge een groote uitbreiding van de Christelijke scholen te wachten zijn. Dat men ook van liberale zijde hetzelfde blijft betreuren, is te verklaren en zeker de Bevredigingscommissie, tellende tot de liberalen, belet, dat als al die toespraken dan te twijfelen, gestadig gaat het onderwijs der Christelijke gezindte gelijke rechten heeft gekregen, gemerkt hebben. bbox=[511, 942, 736, 1465]
section-divider: * * * bbox=[273, 1947, 498, 1960]
